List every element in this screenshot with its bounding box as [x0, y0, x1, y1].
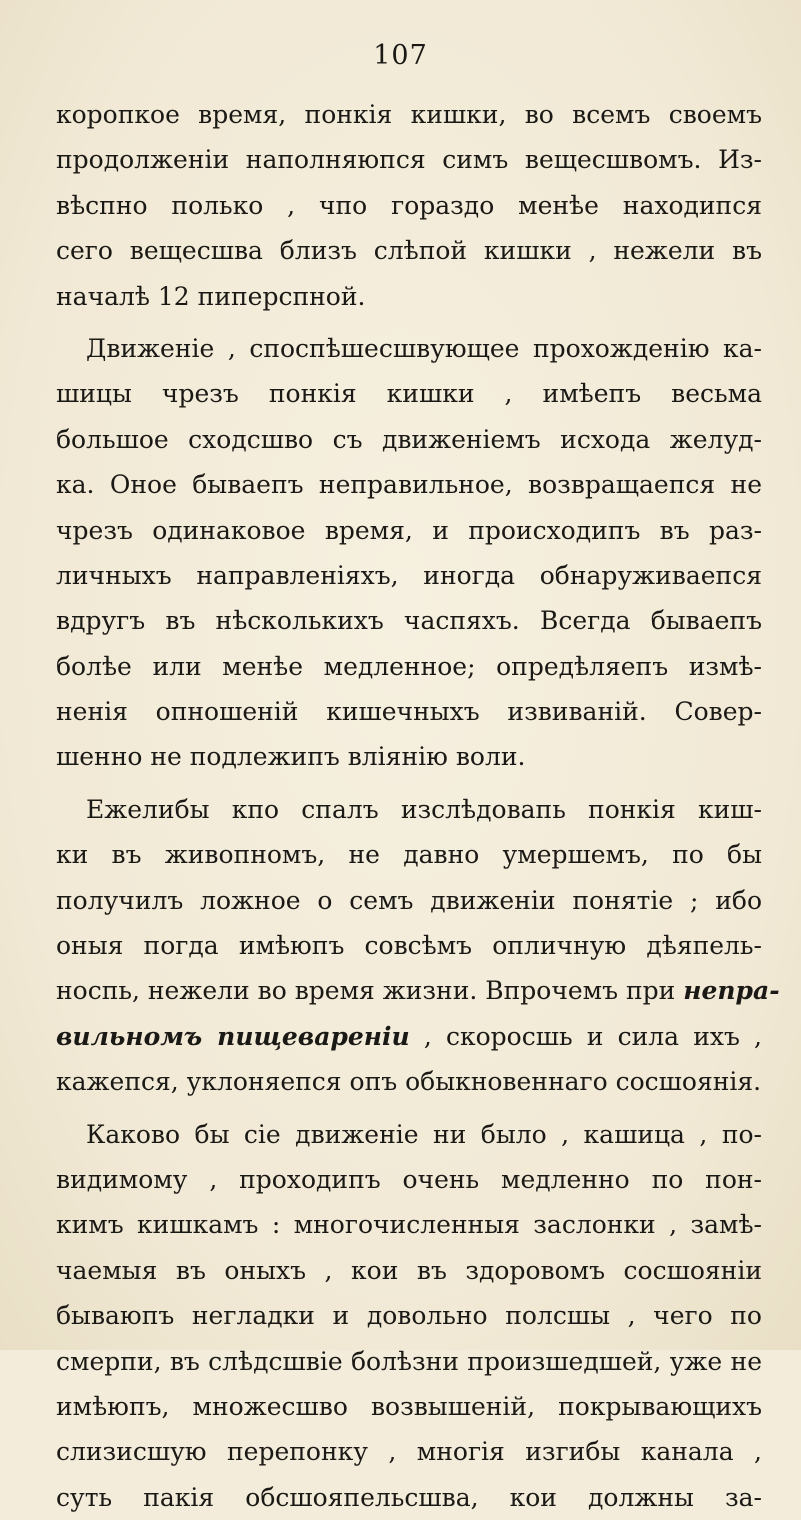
text-run: носпь, нежели во время жизни. Впрочемъ при	[56, 976, 684, 1006]
text-line	[56, 1014, 762, 1059]
text-line: шицы чрезъ понкія кишки , имѣепъ весьма	[56, 379, 762, 409]
text-line: большое сходсшво съ движеніемъ исхода желуд-	[56, 424, 762, 454]
text-line: вдругъ въ нѣсколькихъ часпяхъ. Всегда бываепъ	[56, 606, 762, 636]
text-line: Каково бы сіе движеніе ни было , кашица , по-	[86, 1119, 762, 1149]
text-line: смерпи, въ слѣдсшвіе болѣзни произшедшей, уже не	[56, 1346, 762, 1376]
text-line: оныя погда имѣюпъ совсѣмъ опличную дѣяпель-	[56, 931, 762, 961]
text-line: коропкое время, понкія кишки, во всемъ своемъ	[56, 100, 762, 129]
text-line: получилъ ложное о семъ движеніи понятіе ; ибо	[56, 885, 762, 915]
text-line: продолженіи наполняюпся симъ вещесшвомъ. Из-	[56, 145, 762, 175]
paragraph-2	[56, 326, 762, 780]
text-line: чаемыя въ оныхъ , кои въ здоровомъ сосшояніи	[56, 1255, 762, 1285]
text-line: ненія опношеній кишечныхъ извиваній. Совер-	[56, 697, 762, 727]
text-line: Ежелибы кпо спалъ изслѣдовапь понкія киш-	[86, 794, 762, 824]
paragraph-3	[56, 787, 780, 1105]
paragraph-4	[56, 1112, 762, 1520]
paragraph-gap	[56, 319, 762, 326]
text-line: ка. Оное бываепъ неправильное, возвращаепся не	[56, 470, 762, 500]
text-line: имѣюпъ, множесшво возвышеній, покрывающихъ	[56, 1391, 762, 1421]
text-line: Движеніе , споспѣшесшвующее прохожденію ка-	[86, 333, 762, 363]
text-line: началѣ 12 пиперспной.	[56, 281, 366, 311]
text-line: ки въ живопномъ, не давно умершемъ, по бы	[56, 840, 762, 870]
text-line: бываюпъ негладки и довольно полсшы , чего по	[56, 1301, 762, 1331]
text-line: личныхъ направленіяхъ, иногда обнаруживаепся	[56, 560, 762, 590]
italic-text: вильномъ пищевареніи	[56, 1021, 410, 1051]
text-line: кажепся, уклоняепся опъ обыкновеннаго сосшоянія.	[56, 1067, 762, 1097]
paragraph-1	[56, 92, 762, 319]
text-line: чрезъ одинаковое время, и происходипъ въ раз-	[56, 515, 762, 545]
paragraph-gap	[56, 1105, 762, 1112]
text-line: кимъ кишкамъ : многочисленныя заслонки , замѣ-	[56, 1210, 762, 1240]
text-line: болѣе или менѣе медленное; опредѣляепъ измѣ-	[56, 651, 762, 681]
italic-text: непра-	[683, 976, 780, 1006]
text-line: видимому , проходипъ очень медленно по пон-	[56, 1164, 762, 1194]
page-number: 107	[373, 40, 428, 71]
body-text	[56, 92, 780, 1520]
text-line: вѣспно полько , чпо гораздо менѣе находипся	[56, 190, 762, 220]
text-line	[56, 968, 780, 1013]
text-line: сего вещесшва близъ слѣпой кишки , нежели въ	[56, 236, 762, 266]
text-line: суть пакія обсшояпельсшва, кои должны за-	[56, 1482, 762, 1512]
text-line: слизисшую перепонку , многія изгибы канала ,	[56, 1437, 762, 1467]
text-run: , скоросшь и сила ихъ ,	[409, 1021, 762, 1051]
text-line: шенно не подлежипъ вліянію воли.	[56, 742, 526, 772]
paragraph-gap	[56, 780, 762, 787]
